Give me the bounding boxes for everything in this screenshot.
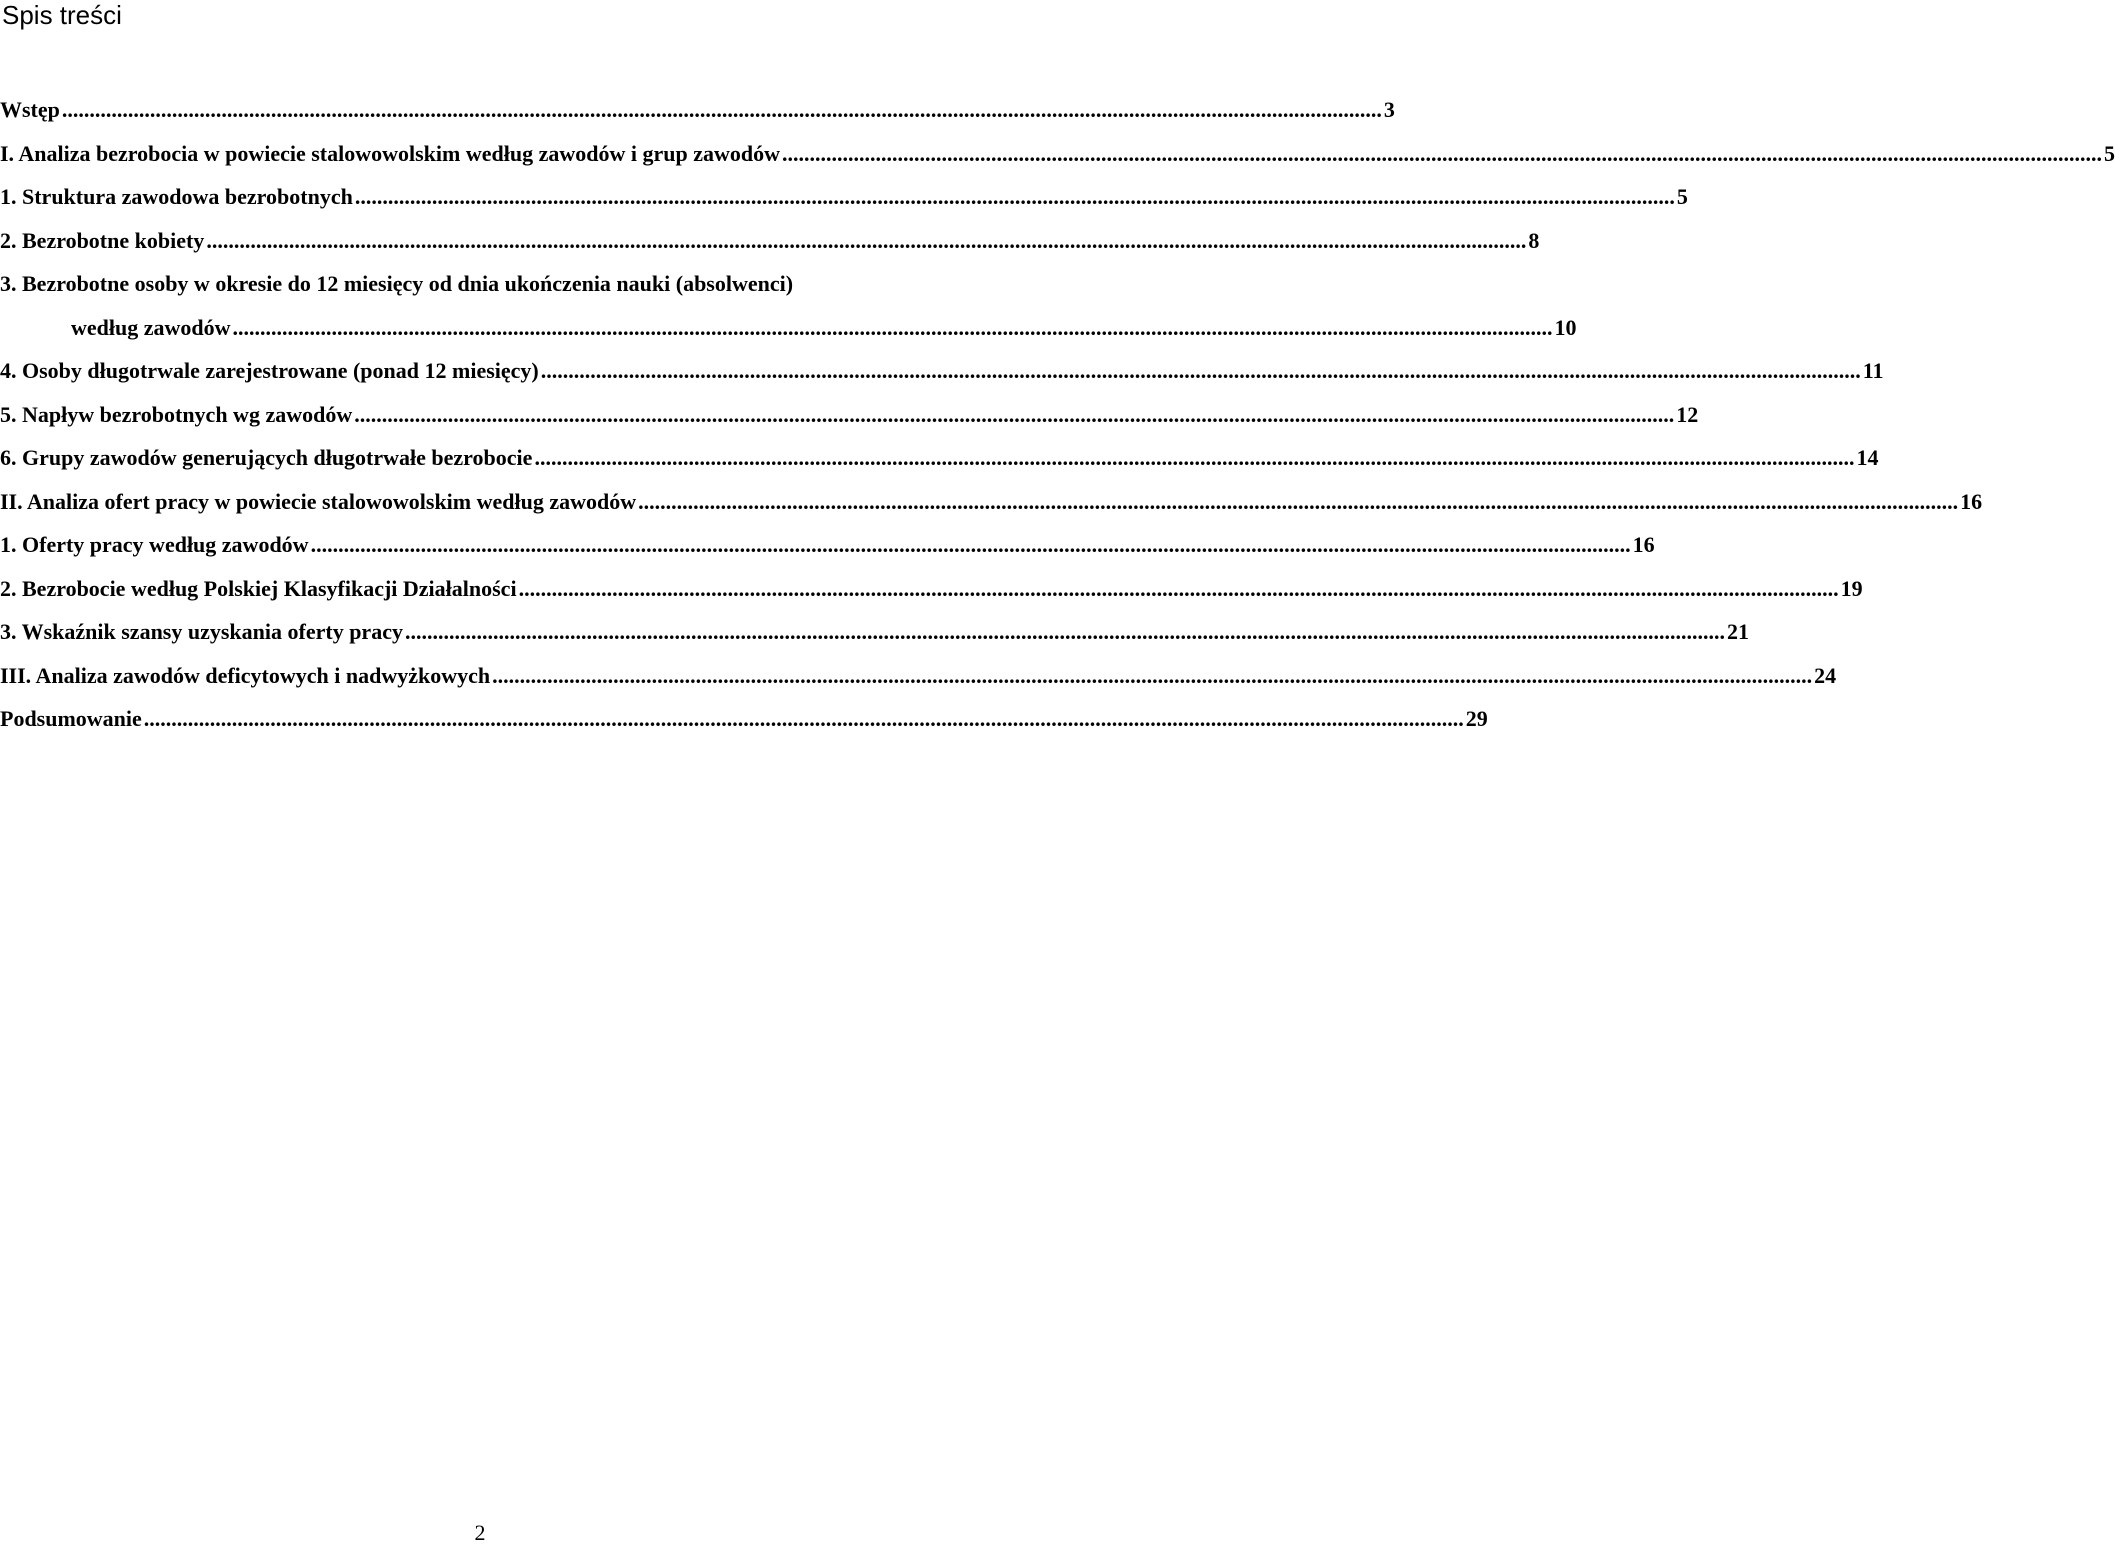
dot-leader (782, 132, 2102, 176)
toc-entry-podsumowanie[interactable] (0, 697, 1488, 741)
toc-entry-page: 11 (1862, 358, 1884, 383)
dot-leader (144, 697, 1464, 741)
toc-entry-label: 5. Napływ bezrobotnych wg zawodów (0, 401, 353, 427)
toc-entry-page: 29 (1465, 706, 1488, 731)
toc-entry-label: 3. Bezrobotne osoby w okresie do 12 miesięcy od dnia ukończenia nauki (absolwenci) (0, 271, 794, 296)
dot-leader (534, 436, 1854, 480)
toc-entry-label-continuation: według zawodów (71, 314, 231, 340)
toc-entry-1-2[interactable] (0, 219, 1540, 263)
toc-entry-page: 8 (1528, 227, 1540, 253)
toc-entry-label: II. Analiza ofert pracy w powiecie stalowowolskim według zawodów (0, 488, 637, 514)
dot-leader (638, 480, 1958, 524)
toc-entry-label: 6. Grupy zawodów generujących długotrwałe bezrobocie (0, 445, 533, 470)
dot-leader (233, 306, 1553, 350)
toc-entry-1-4[interactable] (0, 349, 1884, 393)
dot-leader (355, 175, 1675, 219)
toc-entry-page: 5 (1676, 184, 1688, 209)
toc-entry-label: 3. Wskaźnik szansy uzyskania oferty pracy (0, 619, 403, 644)
toc-entry-chapter-1[interactable] (0, 132, 2115, 176)
table-of-contents (0, 88, 2115, 741)
dot-leader (206, 219, 1526, 263)
toc-entry-label: Podsumowanie (0, 706, 142, 731)
toc-entry-1-1[interactable] (0, 175, 1688, 219)
toc-entry-label: 2. Bezrobocie według Polskiej Klasyfikacji Działalności (0, 575, 517, 601)
toc-entry-wstep[interactable] (0, 88, 1395, 132)
page-number: 2 (474, 1520, 486, 1545)
toc-entry-label: Wstęp (0, 97, 60, 122)
toc-entry-chapter-2[interactable] (0, 480, 1983, 524)
toc-entry-page: 21 (1726, 619, 1749, 644)
toc-entry-2-3[interactable] (0, 610, 1749, 654)
toc-entry-1-3-continuation[interactable] (0, 306, 1577, 350)
toc-entry-chapter-3[interactable] (0, 654, 1837, 698)
toc-entry-page: 5 (2104, 140, 2115, 166)
dot-leader (354, 393, 1674, 437)
dot-leader (62, 88, 1382, 132)
toc-entry-1-6[interactable] (0, 436, 1879, 480)
toc-entry-page: 16 (1960, 488, 1983, 514)
toc-entry-page: 24 (1814, 662, 1837, 688)
toc-entry-label: I. Analiza bezrobocia w powiecie stalowowolskim według zawodów i grup zawodów (0, 140, 780, 166)
toc-entry-label: 1. Oferty pracy według zawodów (0, 532, 309, 557)
toc-entry-2-2[interactable] (0, 567, 1863, 611)
toc-entry-1-5[interactable] (0, 393, 1699, 437)
toc-entry-page: 19 (1840, 575, 1863, 601)
toc-entry-label: 1. Struktura zawodowa bezrobotnych (0, 184, 353, 209)
dot-leader (519, 567, 1839, 611)
toc-entry-page: 14 (1856, 445, 1879, 470)
toc-entry-page: 10 (1554, 314, 1577, 340)
toc-entry-label: 2. Bezrobotne kobiety (0, 227, 205, 253)
toc-entry-2-1[interactable] (0, 523, 1655, 567)
toc-title: Spis treści (2, 0, 122, 30)
dot-leader (492, 654, 1812, 698)
toc-entry-label: III. Analiza zawodów deficytowych i nadwyżkowych (0, 662, 491, 688)
dot-leader (311, 523, 1631, 567)
dot-leader (405, 610, 1725, 654)
toc-entry-page: 3 (1383, 97, 1395, 122)
toc-entry-label: 4. Osoby długotrwale zarejestrowane (ponad 12 miesięcy) (0, 358, 539, 383)
toc-entry-page: 16 (1632, 532, 1655, 557)
toc-entry-1-3[interactable] (0, 262, 963, 306)
toc-entry-page: 12 (1676, 401, 1699, 427)
dot-leader (541, 349, 1861, 393)
